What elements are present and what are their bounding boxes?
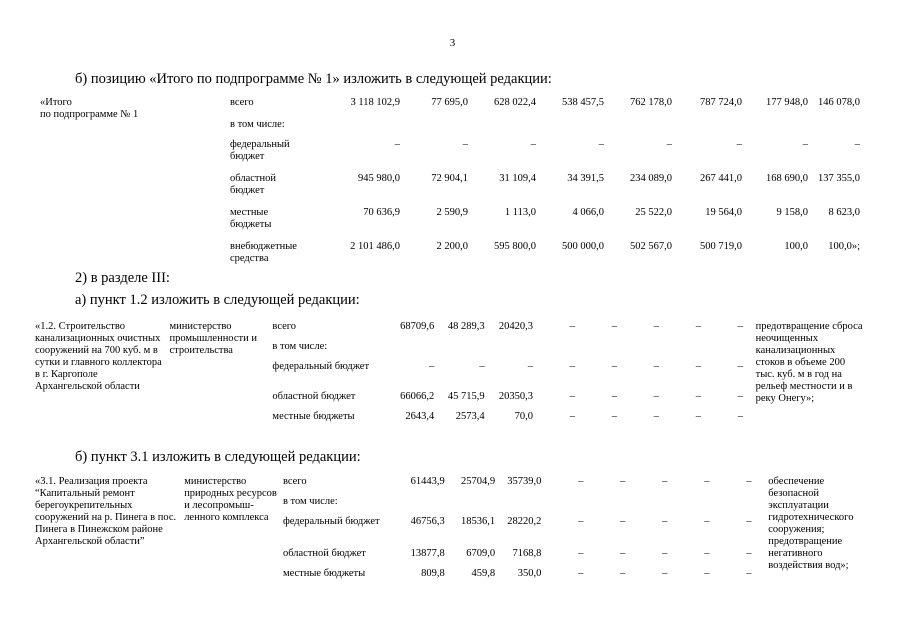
- value-cell: 500 000,0: [562, 241, 604, 252]
- value-cell: 459,8: [471, 568, 496, 579]
- value-cell: 8 623,0: [828, 207, 860, 218]
- value-cell: –: [653, 411, 659, 422]
- value-cell: 500 719,0: [700, 241, 742, 252]
- value-cell: 18536,1: [461, 516, 496, 527]
- item-executor: министерство промышленности и строительства: [169, 321, 257, 356]
- value-cell: 61443,9: [410, 476, 445, 487]
- value-cell: –: [737, 411, 744, 422]
- totals-title: «Итого по подпрограмме № 1: [40, 97, 139, 120]
- value-cell: 20420,3: [498, 321, 533, 332]
- value-cell: –: [569, 361, 575, 372]
- value-cell: –: [620, 548, 626, 559]
- value-cell: 66066,2: [400, 391, 435, 402]
- value-cell: 2 200,0: [436, 241, 468, 252]
- row-label: внебюджетные средства: [230, 241, 297, 264]
- value-cell: –: [695, 411, 702, 422]
- value-cell: –: [611, 411, 617, 422]
- value-cell: –: [611, 391, 617, 402]
- heading-item-1-2: а) пункт 1.2 изложить в следующей редакции:: [75, 292, 360, 308]
- value-cell: 20350,3: [498, 391, 533, 402]
- value-cell: –: [737, 321, 744, 332]
- row-label: местные бюджеты: [230, 207, 272, 230]
- row-label: в том числе:: [282, 496, 338, 507]
- value-cell: 595 800,0: [494, 241, 536, 252]
- value-cell: 787 724,0: [700, 97, 742, 108]
- value-cell: –: [746, 548, 752, 559]
- value-cell: 2643,4: [405, 411, 435, 422]
- value-cell: 2 101 486,0: [350, 241, 400, 252]
- value-cell: –: [662, 568, 668, 579]
- value-cell: 9 158,0: [776, 207, 808, 218]
- value-cell: 100,0: [784, 241, 808, 252]
- value-cell: 28220,2: [507, 516, 542, 527]
- value-cell: –: [662, 516, 668, 527]
- value-cell: –: [598, 139, 604, 150]
- value-cell: –: [746, 476, 752, 487]
- value-cell: 168 690,0: [766, 173, 808, 184]
- item-result: обеспечение безопасной эксплуатации гидротехнического сооружения; предотвращение негативного воздействия вод»;: [768, 476, 854, 571]
- value-cell: –: [737, 361, 744, 372]
- value-cell: 628 022,4: [494, 97, 536, 108]
- item-1-2-table: [35, 321, 865, 431]
- row-label: местные бюджеты: [272, 411, 355, 422]
- row-label: областной бюджет: [282, 548, 366, 559]
- page-number: 3: [449, 37, 456, 49]
- value-cell: –: [662, 476, 668, 487]
- item-executor: министерство природных ресурсов и лесопромыш-ленного комплекса: [184, 476, 277, 523]
- row-label: в том числе:: [272, 341, 328, 352]
- value-cell: 34 391,5: [567, 173, 604, 184]
- value-cell: 46756,3: [410, 516, 445, 527]
- row-label: всего: [272, 321, 297, 332]
- value-cell: 72 904,1: [431, 173, 468, 184]
- value-cell: –: [854, 139, 860, 150]
- row-label: федеральный бюджет: [230, 139, 290, 162]
- value-cell: 538 457,5: [562, 97, 604, 108]
- value-cell: –: [802, 139, 808, 150]
- heading-totals: б) позицию «Итого по подпрограмме № 1» изложить в следующей редакции:: [75, 71, 552, 87]
- row-label: федеральный бюджет: [272, 361, 370, 372]
- item-description: «1.2. Строительство канализационных очистных сооружений на 700 куб. м в сутки и главного коллектора в г. Каргополе Архангельской области: [35, 321, 162, 392]
- value-cell: 25704,9: [461, 476, 496, 487]
- value-cell: 70,0: [514, 411, 533, 422]
- value-cell: 77 695,0: [431, 97, 468, 108]
- value-cell: –: [695, 361, 702, 372]
- value-cell: 4 066,0: [572, 207, 604, 218]
- value-cell: –: [736, 139, 742, 150]
- value-cell: –: [695, 321, 702, 332]
- value-cell: 146 078,0: [818, 97, 860, 108]
- value-cell: 502 567,0: [630, 241, 672, 252]
- item-3-1-table: [35, 476, 865, 588]
- value-cell: –: [479, 361, 485, 372]
- row-label: областной бюджет: [272, 391, 356, 402]
- value-cell: 177 948,0: [766, 97, 808, 108]
- value-cell: 7168,8: [512, 548, 542, 559]
- value-cell: 350,0: [517, 568, 542, 579]
- value-cell: –: [394, 139, 400, 150]
- totals-table: [40, 97, 860, 271]
- value-cell: 2573,4: [455, 411, 485, 422]
- value-cell: –: [653, 361, 659, 372]
- value-cell: –: [611, 321, 617, 332]
- value-cell: –: [704, 568, 710, 579]
- value-cell: 762 178,0: [630, 97, 672, 108]
- value-cell: 19 564,0: [705, 207, 742, 218]
- value-cell: –: [428, 361, 435, 372]
- row-label: областной бюджет: [230, 173, 276, 196]
- item-result: предотвращение сброса неочищенных канализационных стоков в объеме 200 тыс. куб. м в год на рельеф местности и в реку Онегу»;: [755, 321, 863, 404]
- value-cell: 25 522,0: [635, 207, 672, 218]
- value-cell: –: [578, 568, 584, 579]
- value-cell: –: [569, 411, 575, 422]
- value-cell: –: [704, 516, 710, 527]
- value-cell: –: [578, 476, 584, 487]
- value-cell: –: [611, 361, 617, 372]
- value-cell: –: [737, 391, 744, 402]
- value-cell: 267 441,0: [700, 173, 742, 184]
- value-cell: 6709,0: [466, 548, 496, 559]
- value-cell: –: [530, 139, 536, 150]
- value-cell: 68709,6: [400, 321, 435, 332]
- value-cell: 45 715,9: [447, 391, 485, 402]
- row-label: всего: [230, 97, 254, 108]
- value-cell: –: [704, 548, 710, 559]
- value-cell: 100,0»;: [828, 241, 860, 252]
- row-label: в том числе:: [230, 119, 285, 130]
- heading-item-3-1: б) пункт 3.1 изложить в следующей редакции:: [75, 449, 361, 465]
- value-cell: 945 980,0: [358, 173, 400, 184]
- value-cell: –: [666, 139, 672, 150]
- heading-section-3: 2) в разделе III:: [75, 270, 170, 286]
- value-cell: 137 355,0: [818, 173, 860, 184]
- value-cell: –: [578, 516, 584, 527]
- value-cell: –: [462, 139, 468, 150]
- value-cell: –: [569, 321, 575, 332]
- value-cell: –: [662, 548, 668, 559]
- value-cell: –: [653, 391, 659, 402]
- value-cell: –: [620, 516, 626, 527]
- value-cell: –: [620, 476, 626, 487]
- value-cell: –: [620, 568, 626, 579]
- value-cell: 13877,8: [410, 548, 445, 559]
- value-cell: –: [653, 321, 659, 332]
- value-cell: 234 089,0: [630, 173, 672, 184]
- value-cell: 70 636,9: [363, 207, 400, 218]
- value-cell: 2 590,9: [436, 207, 468, 218]
- value-cell: 809,8: [421, 568, 445, 579]
- value-cell: 35739,0: [507, 476, 542, 487]
- value-cell: –: [569, 391, 575, 402]
- value-cell: 1 113,0: [504, 207, 536, 218]
- value-cell: –: [746, 568, 752, 579]
- value-cell: –: [578, 548, 584, 559]
- row-label: всего: [282, 476, 307, 487]
- value-cell: 3 118 102,9: [350, 97, 400, 108]
- value-cell: –: [704, 476, 710, 487]
- value-cell: 48 289,3: [447, 321, 485, 332]
- item-description: «3.1. Реализация проекта “Капитальный ремонт берегоукрепительных сооружений на р. Пинега в пос. Пинега в Пинежском районе Архангельской области”: [35, 476, 177, 547]
- value-cell: 31 109,4: [499, 173, 536, 184]
- value-cell: –: [746, 516, 752, 527]
- value-cell: –: [527, 361, 533, 372]
- value-cell: –: [695, 391, 702, 402]
- row-label: федеральный бюджет: [282, 516, 380, 527]
- row-label: местные бюджеты: [282, 568, 366, 579]
